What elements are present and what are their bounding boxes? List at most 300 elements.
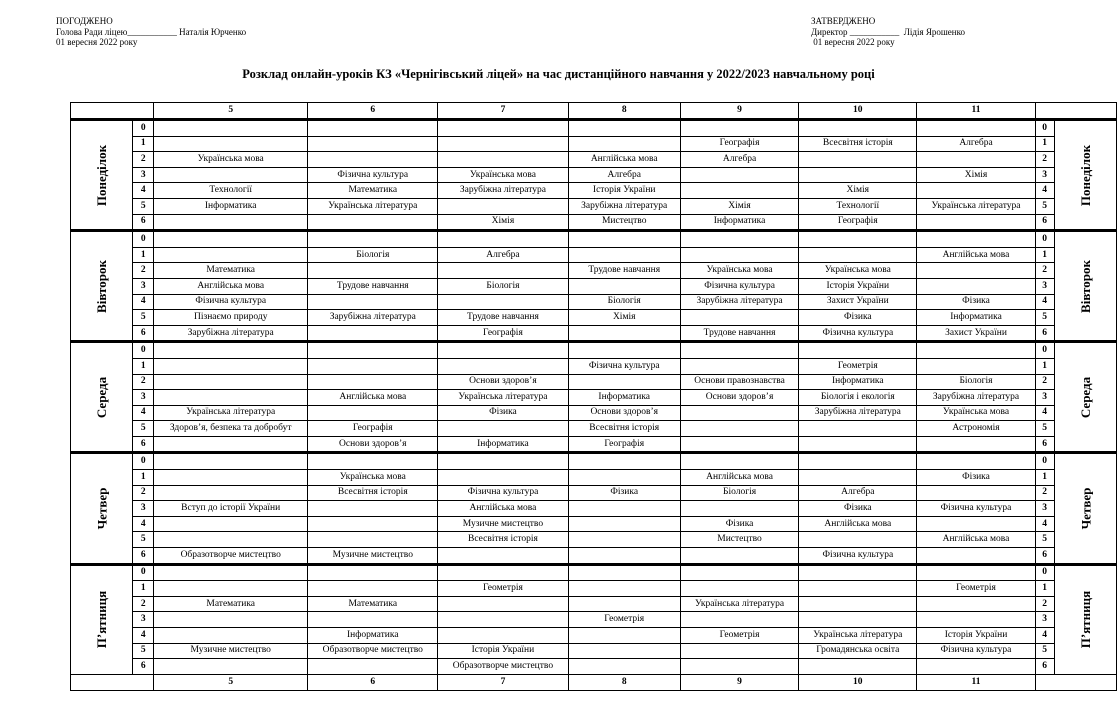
lesson-row: [71, 358, 1117, 374]
lesson-cell: [308, 358, 438, 374]
lesson-cell: Фізична культура: [438, 485, 568, 501]
lesson-cell: Історія України: [799, 278, 917, 294]
lesson-cell: [917, 120, 1035, 137]
lesson-cell: [917, 231, 1035, 248]
lesson-cell: Географія: [680, 136, 798, 152]
day-name: Вівторок: [94, 259, 110, 313]
lesson-cell: [799, 453, 917, 470]
day-label-right: [1054, 564, 1116, 674]
lesson-cell: Музичне мистецтво: [308, 548, 438, 565]
grade-footer-grade: 6: [308, 674, 438, 690]
lesson-cell: Геометрія: [568, 612, 680, 628]
lesson-cell: Основи правознавства: [680, 374, 798, 390]
lesson-number: 2: [1035, 485, 1054, 501]
lesson-cell: [308, 501, 438, 517]
lesson-cell: Трудове навчання: [308, 278, 438, 294]
lesson-cell: [680, 358, 798, 374]
lesson-cell: [799, 247, 917, 263]
lesson-cell: Українська мова: [799, 263, 917, 279]
lesson-cell: Всесвітня історія: [438, 532, 568, 548]
lesson-cell: [154, 342, 308, 359]
lesson-cell: Англійська мова: [917, 247, 1035, 263]
lesson-cell: [308, 263, 438, 279]
day-label-left: [71, 564, 133, 674]
approval-left-date: 01 вересня 2022 року: [56, 37, 138, 47]
lesson-cell: Зарубіжна література: [568, 198, 680, 214]
lesson-cell: Мистецтво: [680, 532, 798, 548]
grade-footer-grade: 7: [438, 674, 568, 690]
lesson-cell: [799, 581, 917, 597]
lesson-cell: [917, 516, 1035, 532]
lesson-row: [71, 659, 1117, 675]
lesson-cell: Вступ до історії України: [154, 501, 308, 517]
lesson-cell: [308, 453, 438, 470]
lesson-cell: Українська література: [799, 628, 917, 644]
lesson-number: 3: [1035, 390, 1054, 406]
lesson-cell: Англійська мова: [568, 152, 680, 168]
lesson-cell: Фізична культура: [154, 294, 308, 310]
lesson-row: [71, 390, 1117, 406]
lesson-cell: Інформатика: [438, 436, 568, 453]
lesson-row: [71, 532, 1117, 548]
grade-header-grade: 10: [799, 103, 917, 120]
lesson-cell: Біологія: [680, 485, 798, 501]
lesson-cell: [438, 198, 568, 214]
lesson-cell: Фізична культура: [917, 643, 1035, 659]
lesson-cell: [568, 453, 680, 470]
lesson-cell: Фізика: [568, 485, 680, 501]
day-label-right: [1054, 231, 1116, 342]
lesson-cell: [154, 581, 308, 597]
day-name: П’ятниця: [94, 591, 110, 649]
lesson-number: 4: [133, 183, 154, 199]
lesson-cell: [308, 231, 438, 248]
lesson-cell: [154, 390, 308, 406]
lesson-cell: Українська мова: [917, 405, 1035, 421]
lesson-cell: [799, 436, 917, 453]
day-name: П’ятниця: [1077, 591, 1093, 649]
lesson-cell: Фізична культура: [917, 501, 1035, 517]
lesson-cell: Українська література: [308, 198, 438, 214]
lesson-cell: [680, 405, 798, 421]
lesson-number: 0: [133, 342, 154, 359]
lesson-number: 0: [1035, 453, 1054, 470]
lesson-number: 6: [133, 548, 154, 565]
lesson-cell: Захист України: [799, 294, 917, 310]
lesson-cell: Інформатика: [154, 198, 308, 214]
day-name: Четвер: [94, 487, 110, 530]
lesson-cell: Мистецтво: [568, 214, 680, 231]
lesson-cell: Інформатика: [308, 628, 438, 644]
lesson-cell: Інформатика: [799, 374, 917, 390]
lesson-number: 4: [1035, 294, 1054, 310]
lesson-cell: [799, 231, 917, 248]
grade-header-grade: 9: [680, 103, 798, 120]
lesson-cell: [438, 470, 568, 486]
lesson-cell: [568, 564, 680, 581]
lesson-cell: Зарубіжна література: [917, 390, 1035, 406]
lesson-number: 0: [133, 453, 154, 470]
lesson-cell: [438, 358, 568, 374]
lesson-cell: Хімія: [917, 167, 1035, 183]
lesson-row: [71, 120, 1117, 137]
schedule-table: [70, 102, 1117, 691]
grade-header-grade: 8: [568, 103, 680, 120]
lesson-number: 1: [133, 581, 154, 597]
lesson-row: [71, 278, 1117, 294]
lesson-cell: [438, 263, 568, 279]
lesson-cell: [308, 342, 438, 359]
lesson-cell: [154, 564, 308, 581]
lesson-cell: [308, 136, 438, 152]
lesson-cell: [680, 436, 798, 453]
lesson-cell: [680, 581, 798, 597]
lesson-number: 3: [133, 390, 154, 406]
lesson-row: [71, 294, 1117, 310]
lesson-row: [71, 516, 1117, 532]
lesson-cell: Інформатика: [680, 214, 798, 231]
lesson-cell: [438, 231, 568, 248]
lesson-cell: [308, 612, 438, 628]
lesson-cell: [917, 548, 1035, 565]
lesson-cell: Образотворче мистецтво: [154, 548, 308, 565]
lesson-cell: [438, 453, 568, 470]
lesson-cell: [917, 564, 1035, 581]
lesson-number: 5: [133, 532, 154, 548]
lesson-number: 6: [133, 214, 154, 231]
lesson-cell: Зарубіжна література: [799, 405, 917, 421]
lesson-cell: [917, 342, 1035, 359]
lesson-number: 5: [1035, 421, 1054, 437]
lesson-cell: [799, 167, 917, 183]
lesson-cell: [154, 167, 308, 183]
lesson-number: 1: [1035, 358, 1054, 374]
day-label-right: [1054, 453, 1116, 564]
lesson-cell: Трудове навчання: [568, 263, 680, 279]
lesson-cell: [680, 120, 798, 137]
lesson-cell: [799, 421, 917, 437]
lesson-cell: Фізика: [917, 470, 1035, 486]
lesson-cell: [154, 247, 308, 263]
lesson-cell: [308, 152, 438, 168]
lesson-cell: [917, 214, 1035, 231]
day-name: Вівторок: [1077, 259, 1093, 313]
lesson-number: 5: [133, 198, 154, 214]
lesson-cell: [154, 532, 308, 548]
lesson-cell: Фізика: [438, 405, 568, 421]
lesson-cell: Фізика: [799, 310, 917, 326]
lesson-cell: [568, 581, 680, 597]
lesson-cell: Інформатика: [568, 390, 680, 406]
lesson-cell: [308, 516, 438, 532]
lesson-number: 2: [133, 263, 154, 279]
lesson-cell: [568, 643, 680, 659]
lesson-cell: [680, 643, 798, 659]
lesson-number: 3: [1035, 278, 1054, 294]
lesson-cell: Геометрія: [438, 581, 568, 597]
lesson-cell: Геометрія: [799, 358, 917, 374]
lesson-cell: Фізика: [917, 294, 1035, 310]
lesson-cell: [438, 548, 568, 565]
lesson-cell: [438, 612, 568, 628]
lesson-cell: Хімія: [799, 183, 917, 199]
lesson-cell: [917, 263, 1035, 279]
lesson-cell: Зарубіжна література: [438, 183, 568, 199]
lesson-cell: [154, 470, 308, 486]
lesson-cell: [680, 183, 798, 199]
lesson-row: [71, 247, 1117, 263]
lesson-cell: [308, 581, 438, 597]
lesson-row: [71, 564, 1117, 581]
lesson-number: 1: [1035, 581, 1054, 597]
day-label-left: [71, 120, 133, 231]
lesson-cell: [154, 659, 308, 675]
approval-left-signatory: Голова Ради ліцею___________ Наталія Юрченко: [56, 26, 247, 37]
lesson-cell: [568, 374, 680, 390]
lesson-cell: [917, 358, 1035, 374]
lesson-cell: Фізична культура: [568, 358, 680, 374]
approval-block-right: [811, 16, 965, 48]
grade-footer-corner: [71, 674, 154, 690]
lesson-cell: [680, 247, 798, 263]
lesson-cell: Всесвітня історія: [799, 136, 917, 152]
lesson-number: 1: [133, 136, 154, 152]
lesson-cell: [680, 612, 798, 628]
lesson-cell: [154, 516, 308, 532]
lesson-number: 4: [1035, 628, 1054, 644]
day-label-left: [71, 342, 133, 453]
lesson-number: 6: [133, 325, 154, 342]
lesson-cell: [154, 136, 308, 152]
lesson-cell: Біологія: [917, 374, 1035, 390]
lesson-cell: Трудове навчання: [680, 325, 798, 342]
lesson-cell: [154, 436, 308, 453]
lesson-number: 1: [133, 470, 154, 486]
lesson-cell: Алгебра: [799, 485, 917, 501]
lesson-number: 5: [1035, 532, 1054, 548]
page-title: Розклад онлайн-уроків КЗ «Чернігівський ліцей» на час дистанційного навчання у 2022/2023 навчальному році: [242, 67, 875, 81]
lesson-cell: [568, 136, 680, 152]
lesson-number: 6: [1035, 436, 1054, 453]
lesson-cell: Фізична культура: [308, 167, 438, 183]
lesson-row: [71, 453, 1117, 470]
grade-footer-grade: 11: [917, 674, 1035, 690]
day-name: Понеділок: [94, 144, 110, 206]
lesson-number: 2: [133, 152, 154, 168]
lesson-row: [71, 628, 1117, 644]
lesson-cell: Географія: [799, 214, 917, 231]
lesson-number: 4: [133, 628, 154, 644]
lesson-cell: Зарубіжна література: [154, 325, 308, 342]
lesson-cell: Фізична культура: [680, 278, 798, 294]
lesson-row: [71, 152, 1117, 168]
lesson-cell: Фізика: [799, 501, 917, 517]
lesson-cell: Хімія: [680, 198, 798, 214]
lesson-cell: Астрономія: [917, 421, 1035, 437]
day-name: Середа: [94, 376, 110, 419]
lesson-cell: Українська література: [680, 596, 798, 612]
lesson-number: 5: [1035, 310, 1054, 326]
lesson-cell: Основи здоров’я: [568, 405, 680, 421]
lesson-cell: [308, 564, 438, 581]
lesson-cell: [680, 564, 798, 581]
lesson-cell: [308, 659, 438, 675]
lesson-cell: [680, 231, 798, 248]
lesson-cell: [568, 278, 680, 294]
grade-footer-grade: 5: [154, 674, 308, 690]
lesson-number: 2: [133, 374, 154, 390]
lesson-row: [71, 548, 1117, 565]
lesson-cell: [308, 405, 438, 421]
lesson-cell: [568, 120, 680, 137]
lesson-cell: [308, 325, 438, 342]
lesson-number: 1: [1035, 136, 1054, 152]
schedule-body: [71, 120, 1117, 675]
lesson-cell: Історія України: [917, 628, 1035, 644]
lesson-number: 4: [1035, 183, 1054, 199]
day-label-left: [71, 453, 133, 564]
day-name: Середа: [1077, 376, 1093, 419]
lesson-row: [71, 231, 1117, 248]
lesson-cell: Математика: [154, 596, 308, 612]
lesson-number: 3: [133, 167, 154, 183]
lesson-cell: [438, 120, 568, 137]
lesson-cell: Геометрія: [680, 628, 798, 644]
lesson-cell: Основи здоров’я: [308, 436, 438, 453]
lesson-row: [71, 643, 1117, 659]
lesson-cell: [799, 612, 917, 628]
lesson-row: [71, 612, 1117, 628]
lesson-cell: [917, 485, 1035, 501]
grade-footer-grade: 8: [568, 674, 680, 690]
lesson-row: [71, 596, 1117, 612]
lesson-cell: [568, 247, 680, 263]
lesson-cell: [917, 612, 1035, 628]
lesson-cell: Географія: [308, 421, 438, 437]
lesson-cell: [680, 453, 798, 470]
lesson-cell: [568, 470, 680, 486]
lesson-cell: [154, 485, 308, 501]
lesson-cell: Зарубіжна література: [680, 294, 798, 310]
lesson-number: 4: [1035, 405, 1054, 421]
lesson-cell: Здоров’я, безпека та добробут: [154, 421, 308, 437]
lesson-cell: [438, 628, 568, 644]
lesson-cell: [799, 120, 917, 137]
grade-header-grade: 11: [917, 103, 1035, 120]
lesson-cell: [568, 532, 680, 548]
approval-right-date: 01 вересня 2022 року: [811, 37, 895, 47]
lesson-number: 4: [133, 516, 154, 532]
lesson-cell: [799, 659, 917, 675]
lesson-cell: [438, 294, 568, 310]
lesson-cell: Зарубіжна література: [308, 310, 438, 326]
lesson-cell: [438, 564, 568, 581]
lesson-cell: Музичне мистецтво: [154, 643, 308, 659]
lesson-row: [71, 310, 1117, 326]
lesson-number: 5: [1035, 643, 1054, 659]
lesson-number: 1: [1035, 470, 1054, 486]
grade-footer-row: [71, 674, 1117, 690]
grade-header-grade: 5: [154, 103, 308, 120]
lesson-row: [71, 342, 1117, 359]
lesson-number: 2: [1035, 596, 1054, 612]
lesson-cell: [438, 136, 568, 152]
approval-right-signatory: Директор ___________ Лідія Ярошенко: [811, 26, 966, 37]
lesson-cell: [680, 342, 798, 359]
lesson-cell: [154, 628, 308, 644]
lesson-cell: [154, 374, 308, 390]
lesson-cell: [568, 596, 680, 612]
lesson-cell: [154, 453, 308, 470]
lesson-cell: [154, 612, 308, 628]
lesson-cell: Англійська мова: [438, 501, 568, 517]
lesson-cell: [568, 342, 680, 359]
lesson-cell: [680, 421, 798, 437]
lesson-number: 0: [1035, 342, 1054, 359]
lesson-number: 0: [1035, 231, 1054, 248]
lesson-number: 6: [1035, 548, 1054, 565]
day-name: Четвер: [1077, 487, 1093, 530]
lesson-cell: [438, 152, 568, 168]
lesson-cell: Технології: [154, 183, 308, 199]
lesson-number: 6: [1035, 214, 1054, 231]
lesson-cell: [799, 596, 917, 612]
lesson-cell: Біологія і екологія: [799, 390, 917, 406]
lesson-row: [71, 167, 1117, 183]
lesson-cell: Захист України: [917, 325, 1035, 342]
lesson-cell: [917, 278, 1035, 294]
approval-left-heading: ПОГОДЖЕНО: [56, 16, 113, 26]
day-label-right: [1054, 120, 1116, 231]
lesson-cell: [799, 470, 917, 486]
lesson-cell: [568, 501, 680, 517]
lesson-cell: Математика: [308, 596, 438, 612]
day-name: Понеділок: [1077, 144, 1093, 206]
lesson-number: 2: [1035, 374, 1054, 390]
lesson-number: 0: [1035, 564, 1054, 581]
lesson-cell: [308, 294, 438, 310]
lesson-cell: [308, 120, 438, 137]
lesson-number: 3: [133, 612, 154, 628]
lesson-cell: Трудове навчання: [438, 310, 568, 326]
lesson-number: 0: [133, 564, 154, 581]
lesson-cell: [438, 421, 568, 437]
lesson-cell: [917, 152, 1035, 168]
lesson-cell: Громадянська освіта: [799, 643, 917, 659]
lesson-cell: Англійська мова: [308, 390, 438, 406]
lesson-number: 1: [133, 247, 154, 263]
lesson-number: 5: [133, 421, 154, 437]
lesson-cell: Технології: [799, 198, 917, 214]
lesson-cell: [308, 214, 438, 231]
lesson-number: 6: [1035, 659, 1054, 675]
lesson-cell: Алгебра: [568, 167, 680, 183]
lesson-cell: Всесвітня історія: [568, 421, 680, 437]
lesson-number: 3: [1035, 501, 1054, 517]
lesson-cell: [917, 596, 1035, 612]
approval-block-left: [56, 16, 246, 48]
lesson-row: [71, 263, 1117, 279]
lesson-number: 2: [1035, 152, 1054, 168]
lesson-cell: [680, 659, 798, 675]
lesson-cell: [438, 596, 568, 612]
lesson-row: [71, 214, 1117, 231]
lesson-cell: [568, 628, 680, 644]
lesson-cell: Українська мова: [308, 470, 438, 486]
lesson-cell: Фізична культура: [799, 548, 917, 565]
lesson-cell: [568, 516, 680, 532]
lesson-cell: Українська література: [154, 405, 308, 421]
